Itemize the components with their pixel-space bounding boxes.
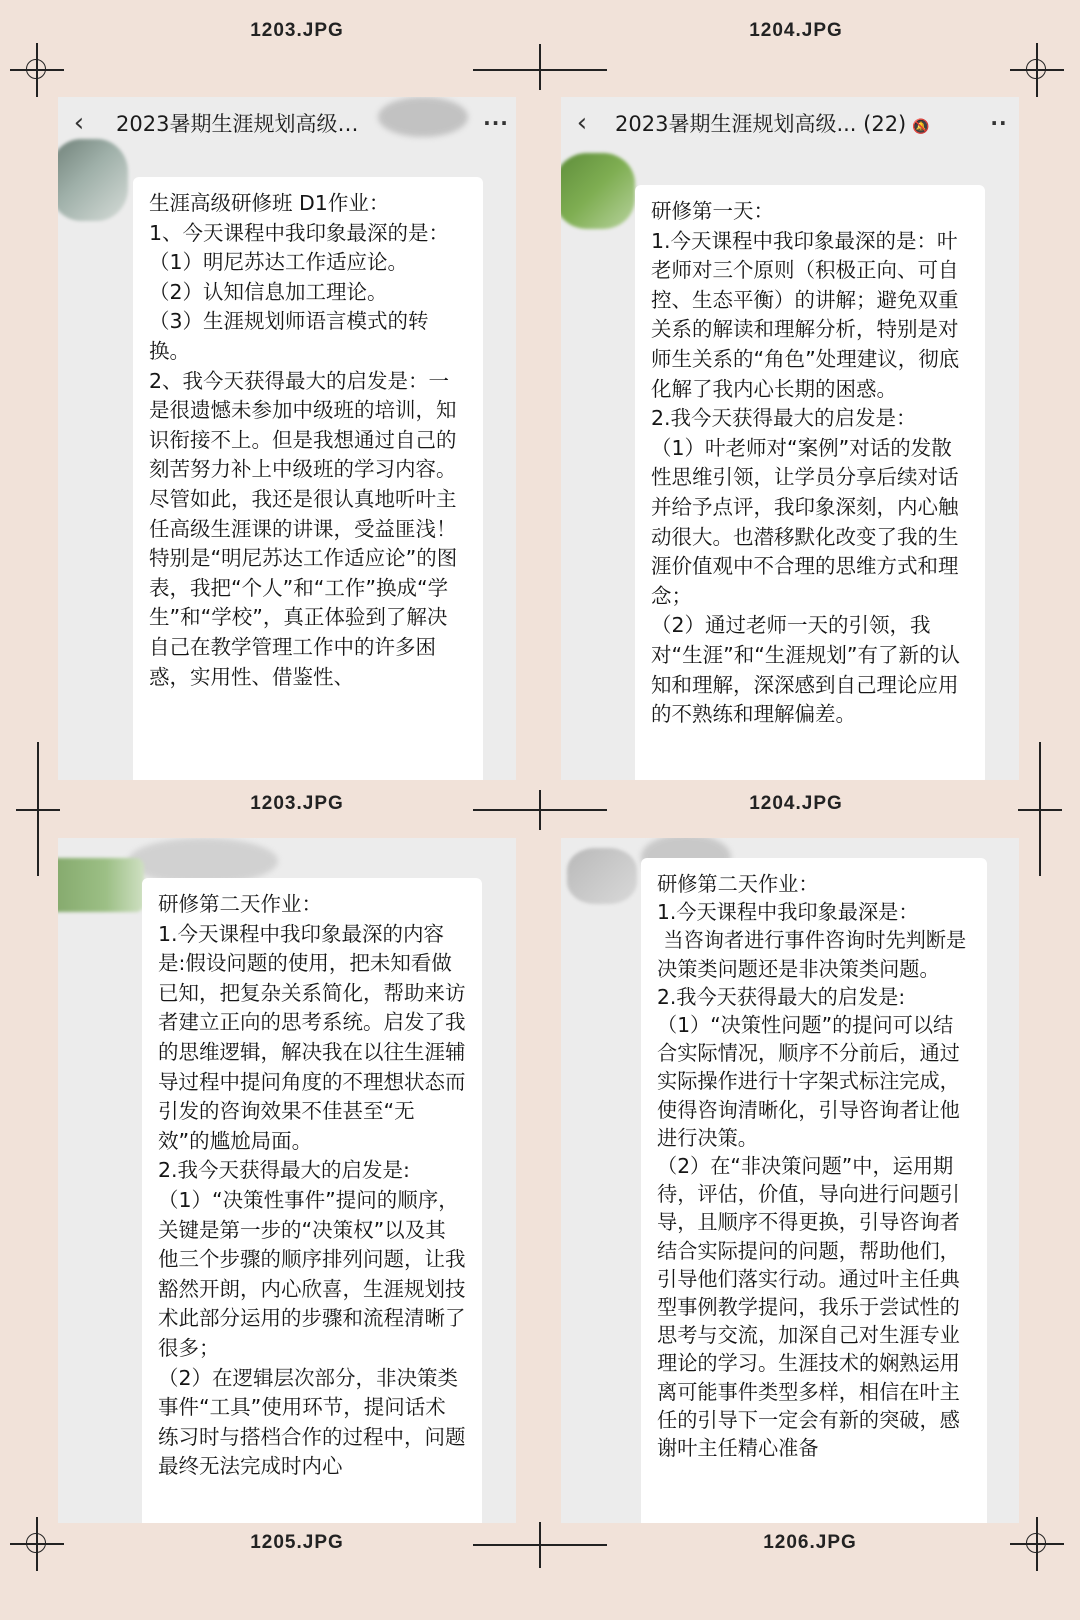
- crop-line: [539, 44, 541, 90]
- avatar: [58, 858, 144, 912]
- more-icon[interactable]: ···: [483, 111, 509, 135]
- message-bubble: 研修第一天： 1.今天课程中我印象最深的是：叶老师对三个原则（积极正向、可自控、生态平衡）的讲解；避免双重关系的解读和理解分析，特别是对师生关系的“角色”处理建议，彻底化解了我内心长期的困惑。 2.我今天获得最大的启发是： （1）叶老师对“案例”对话的发散性思维引领，让学员分享后续对话并给予点评，我印象深刻，内心触动很大。也潜移默化改变了我的生涯价值观中不合理的思维方式和理念； （2）通过老师一天的引领，我对“生涯”和“生涯规划”有了新的认知和理解，深深感到自己理论应用的不熟练和理解偏差。: [635, 185, 985, 780]
- chat-title: [599, 108, 979, 138]
- back-icon[interactable]: ‹: [73, 108, 85, 138]
- registration-mark-icon: [1010, 1517, 1064, 1571]
- avatar: [561, 153, 635, 229]
- file-label-bottom-left: 1205.JPG: [250, 1532, 344, 1553]
- registration-mark-icon: [1010, 43, 1064, 97]
- crop-line: [539, 1522, 541, 1568]
- avatar: [567, 848, 637, 904]
- file-label-mid-left: 1203.JPG: [250, 793, 344, 814]
- file-label-top-right: 1204.JPG: [749, 20, 843, 41]
- registration-mark-icon: [10, 43, 64, 97]
- chat-screenshot-1204: [561, 97, 1019, 780]
- crop-line: [37, 742, 39, 876]
- crop-line: [539, 790, 541, 830]
- file-label-mid-right: 1204.JPG: [749, 793, 843, 814]
- chat-screenshot-1205: [58, 838, 516, 1523]
- message-bubble: 生涯高级研修班 D1作业： 1、今天课程中我印象最深的是： （1）明尼苏达工作适应论。 （2）认知信息加工理论。 （3）生涯规划师语言模式的转换。 2、我今天获得最大的启发是：一是很遗憾未参加中级班的培训，知识衔接不上。但是我想通过自己的刻苦努力补上中级班的学习内容。尽管如此，我还是很认真地听叶主任高级生涯课的讲课，受益匪浅！特别是“明尼苏达工作适应论”的图表，我把“个人”和“工作”换成“学生”和“学校”，真正体验到了解决自己在教学管理工作中的许多困惑，实用性、借鉴性、: [133, 177, 483, 780]
- chat-title-text: 2023暑期生涯规划高级... (22): [615, 112, 907, 136]
- avatar: [58, 139, 128, 221]
- chat-screenshot-1203: [58, 97, 516, 780]
- file-label-bottom-right: 1206.JPG: [763, 1532, 857, 1553]
- crop-line: [1039, 742, 1041, 876]
- registration-mark-icon: [10, 1517, 64, 1571]
- mute-bell-icon: 🔕: [912, 119, 930, 135]
- file-label-top-left: 1203.JPG: [250, 20, 344, 41]
- more-icon[interactable]: ··: [990, 111, 1008, 135]
- blur-smudge: [378, 97, 468, 137]
- chat-title: 2023暑期生涯规划高级…: [116, 112, 359, 136]
- back-icon[interactable]: ‹: [576, 108, 588, 138]
- chat-header: [561, 97, 1019, 149]
- message-bubble: 研修第二天作业： 1.今天课程中我印象最深的内容是:假设问题的使用，把未知看做已知，把复杂关系简化，帮助来访者建立正向的思考系统。启发了我的思维逻辑，解决我在以往生涯辅导过程中提问角度的不理想状态而引发的咨询效果不佳甚至“无效”的尴尬局面。 2.我今天获得最大的启发是:（1）“决策性事件”提问的顺序，关键是第一步的“决策权”以及其他三个步骤的顺序排列问题，让我豁然开朗，内心欣喜，生涯规划技术此部分运用的步骤和流程清晰了很多； （2）在逻辑层次部分，非决策类事件“工具”使用环节，提问话术练习时与搭档合作的过程中，问题最终无法完成时内心: [142, 878, 482, 1523]
- chat-screenshot-1206: [561, 838, 1019, 1523]
- message-bubble: 研修第二天作业： 1.今天课程中我印象最深是： 当咨询者进行事件咨询时先判断是决策类问题还是非决策类问题。 2.我今天获得最大的启发是:（1）“决策性问题”的提问可以结合实际情况，顺序不分前后，通过实际操作进行十字架式标注完成，使得咨询清晰化，引导咨询者让他进行决策。 （2）在“非决策问题”中，运用期待，评估，价值，导向进行问题引导，且顺序不得更换，引导咨询者结合实际提问的问题，帮助他们，引导他们落实行动。通过叶主任典型事例教学提问，我乐于尝试性的思考与交流，加深自己对生涯专业理论的学习。生涯技术的娴熟运用离可能事件类型多样，相信在叶主任的引导下一定会有新的突破，感谢叶主任精心准备: [641, 858, 987, 1523]
